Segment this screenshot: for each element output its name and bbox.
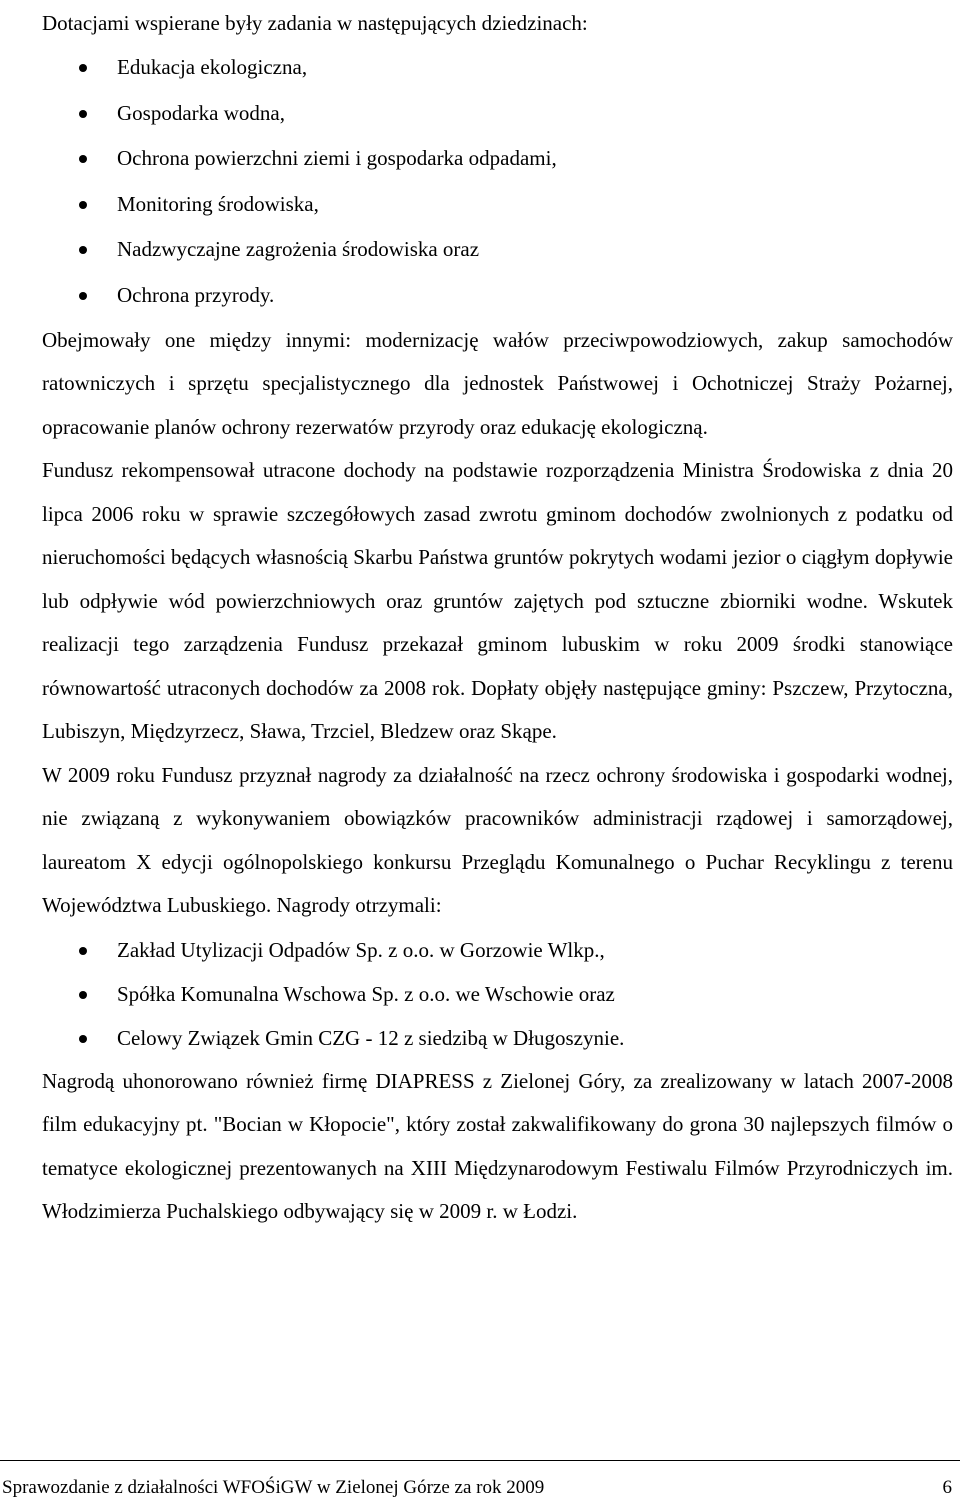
page-footer: [0, 1460, 960, 1498]
bullet-icon: [79, 155, 87, 163]
bullet-icon: [79, 64, 87, 72]
list-item: Celowy Związek Gmin CZG - 12 z siedzibą w Długoszynie.: [42, 1016, 953, 1060]
list-item: Ochrona powierzchni ziemi i gospodarka odpadami,: [42, 136, 953, 182]
paragraph-scope: Obejmowały one między innymi: modernizację wałów przeciwpowodziowych, zakup samochodów ratowniczych i sprzętu specjalistycznego dla jednostek Państwowej i Ochotniczej Straży Pożarnej, opracowanie planów ochrony rezerwatów przyrody oraz edukację ekologiczną.: [42, 327, 953, 439]
page-number: 6: [942, 1477, 952, 1498]
paragraph-compensation: Fundusz rekompensował utracone dochody na podstawie rozporządzenia Ministra Środowiska z dnia 20 lipca 2006 roku w sprawie szczegółowych zasad zwrotu gminom dochodów zwolnionych z podatku od nieruchomości będących własnością Skarbu Państwa gruntów pokrytych wodami jezior o ciągłym dopływie lub odpływie wód powierzchniowych oraz gruntów zajętych pod sztuczne zbiorniki wodne. Wskutek realizacji tego zarządzenia Fundusz przekazał gminom lubuskim w roku 2009 środki stanowiące równowartość utraconych dochodów za 2008 rok. Dopłaty objęły następujące gminy: Pszczew, Przytoczna, Lubiszyn, Międzyrzecz, Sława, Trzciel, Bledzew oraz Skąpe.: [42, 458, 953, 744]
awardees-list: [42, 928, 953, 1060]
paragraph-film-award: Nagrodą uhonorowano również firmę DIAPRESS z Zielonej Góry, za zrealizowany w latach 2007-2008 film edukacyjny pt. "Bocian w Kłopocie", który został zakwalifikowany do grona 30 najlepszych filmów o tematyce ekologicznej prezentowanych na XIII Międzynarodowym Festiwalu Filmów Przyrodniczych im. Włodzimierza Puchalskiego odbywający się w 2009 r. w Łodzi.: [42, 1068, 953, 1224]
bullet-icon: [79, 1035, 87, 1043]
list-item: Spółka Komunalna Wschowa Sp. z o.o. we Wschowie oraz: [42, 972, 953, 1016]
footer-title: Sprawozdanie z działalności WFOŚiGW w Zielonej Górze za rok 2009: [2, 1477, 545, 1498]
list-item: Zakład Utylizacji Odpadów Sp. z o.o. w Gorzowie Wlkp.,: [42, 928, 953, 972]
bullet-icon: [79, 991, 87, 999]
list-item: Edukacja ekologiczna,: [42, 45, 953, 91]
list-item: Monitoring środowiska,: [42, 182, 953, 228]
bullet-icon: [79, 201, 87, 209]
list-item: Nadzwyczajne zagrożenia środowiska oraz: [42, 227, 953, 273]
intro-paragraph: Dotacjami wspierane były zadania w następujących dziedzinach:: [42, 11, 588, 35]
list-item: Ochrona przyrody.: [42, 273, 953, 319]
bullet-icon: [79, 947, 87, 955]
fields-list: [42, 45, 953, 319]
bullet-icon: [79, 246, 87, 254]
bullet-icon: [79, 292, 87, 300]
bullet-icon: [79, 110, 87, 118]
page-content: [42, 0, 953, 1234]
paragraph-awards: W 2009 roku Fundusz przyznał nagrody za działalność na rzecz ochrony środowiska i gospodarki wodnej, nie związaną z wykonywaniem obowiązków pracowników administracji rządowej i samorządowej, laureatom X edycji ogólnopolskiego konkursu Przeglądu Komunalnego o Puchar Recyklingu z terenu Województwa Lubuskiego. Nagrody otrzymali:: [42, 762, 953, 918]
list-item: Gospodarka wodna,: [42, 91, 953, 137]
